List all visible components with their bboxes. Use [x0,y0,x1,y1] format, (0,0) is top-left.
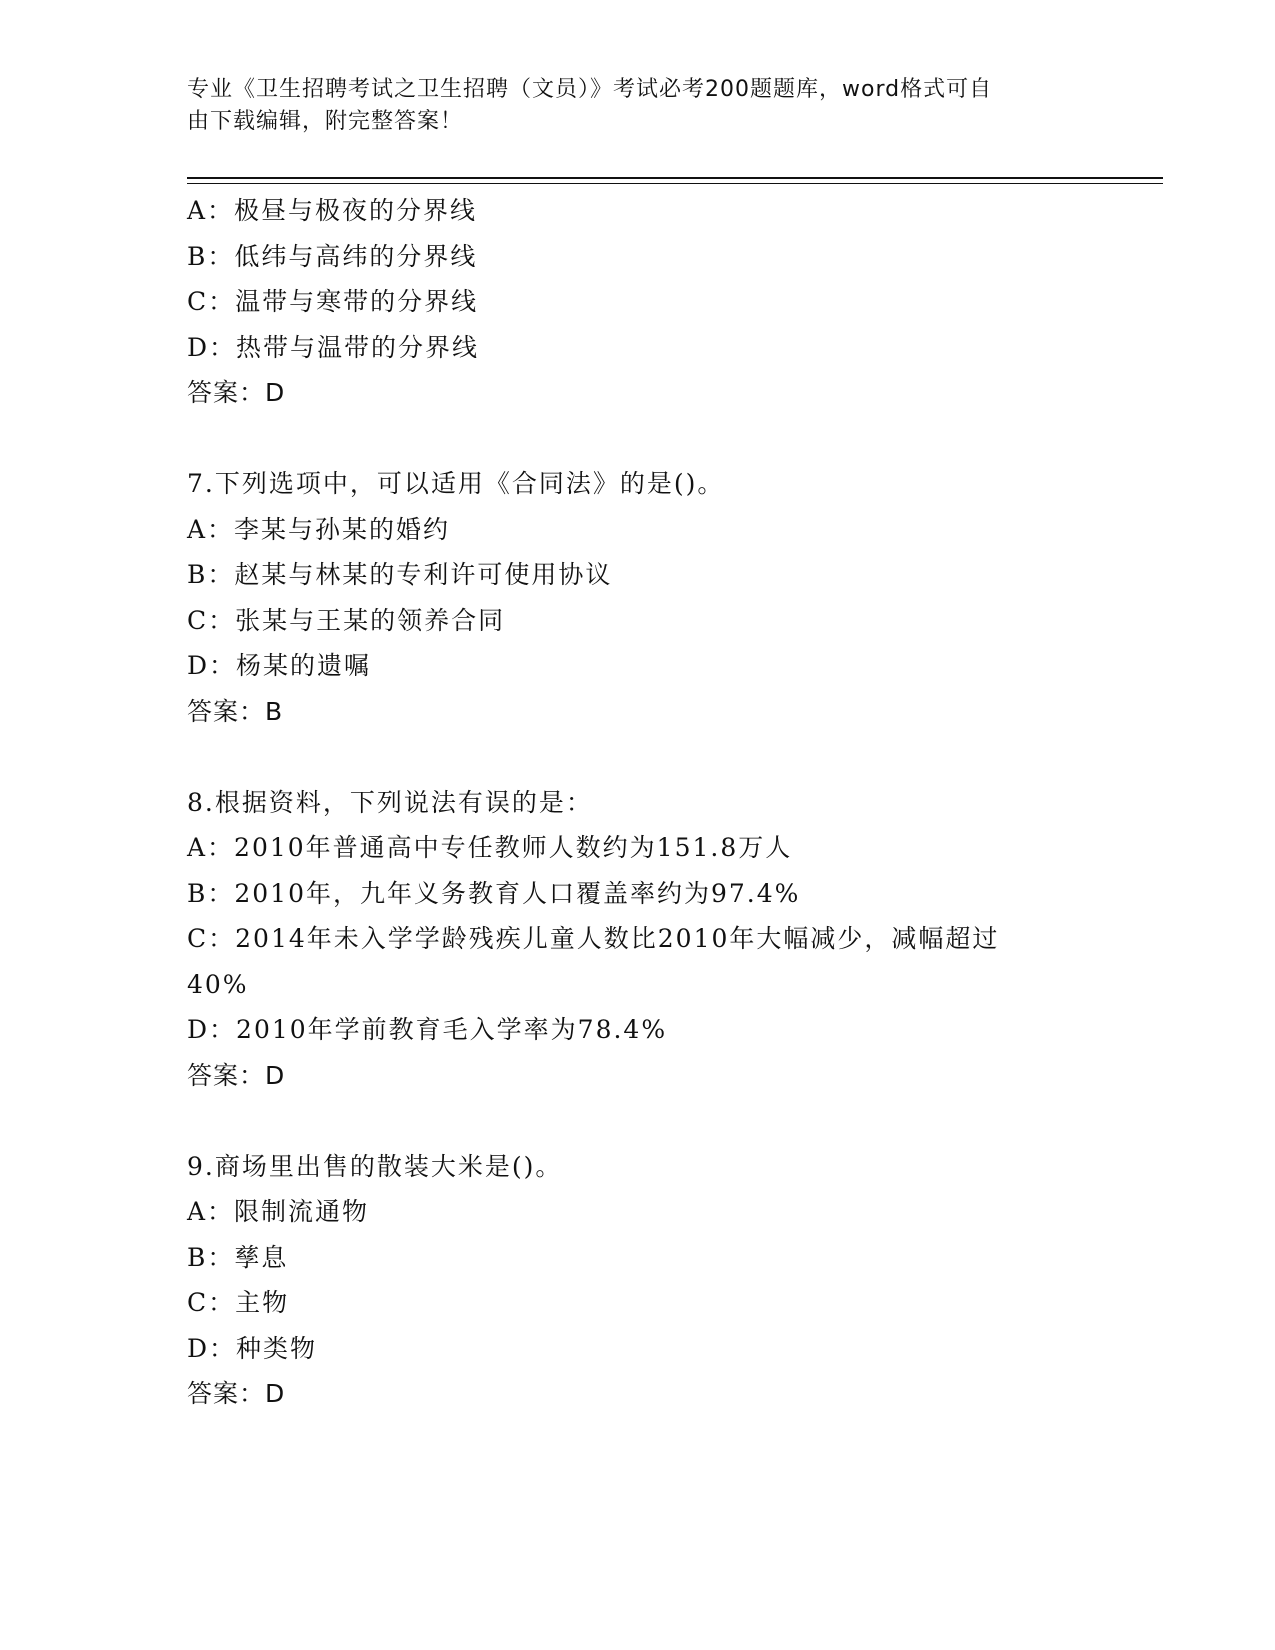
q6-option-d: D：热带与温带的分界线 [187,332,480,362]
header-line-2: 由下载编辑，附完整答案！ [187,109,464,134]
q8-answer: 答案：D [187,1060,286,1090]
q7-stem: 7.下列选项中，可以适用《合同法》的是()。 [187,469,725,498]
q6-option-c: C：温带与寒带的分界线 [187,287,479,316]
q7-answer: 答案：B [187,696,284,726]
spacer [187,416,1087,462]
q9-stem: 9.商场里出售的散装大米是()。 [187,1151,563,1181]
q6-option-a: A：极昼与极夜的分界线 [187,196,478,225]
q8-option-c: C：2014年未入学学龄残疾儿童人数比2010年大幅减少，减幅超过40% [187,924,1000,999]
question-9 [187,1144,1087,1417]
q7-option-b: B：赵某与林某的专利许可使用协议 [187,560,613,589]
q8-option-b: B：2010年，九年义务教育人口覆盖率约为97.4% [187,878,801,908]
question-8 [187,780,1087,1099]
header-line-1: 专业《卫生招聘考试之卫生招聘（文员）》考试必考200题题库，word格式可自 [187,77,993,102]
question-7 [187,461,1087,734]
q8-option-d: D：2010年学前教育毛入学率为78.4% [187,1015,668,1044]
q6-answer: 答案：D [187,378,286,407]
q7-option-a: A：李某与孙某的婚约 [187,514,451,544]
header-divider-thick [187,177,1163,179]
q9-option-b: B：孳息 [187,1242,289,1272]
spacer [187,734,1087,780]
q7-option-d: D：杨某的遗嘱 [187,651,372,680]
q9-answer: 答案：D [187,1379,286,1408]
q8-stem: 8.根据资料，下列说法有误的是： [187,787,593,817]
q9-option-c: C：主物 [187,1288,290,1317]
q9-option-a: A：限制流通物 [187,1197,370,1226]
spacer [187,1098,1087,1144]
header-divider-thin [187,183,1163,184]
q8-option-a: A：2010年普通高中专任教师人数约为151.8万人 [187,833,793,862]
q9-option-d: D：种类物 [187,1333,318,1363]
question-list [187,188,1087,1417]
q7-option-c: C：张某与王某的领养合同 [187,605,506,635]
document-header [187,74,1067,138]
question-6 [187,188,1087,416]
q6-option-b: B：低纬与高纬的分界线 [187,241,478,271]
